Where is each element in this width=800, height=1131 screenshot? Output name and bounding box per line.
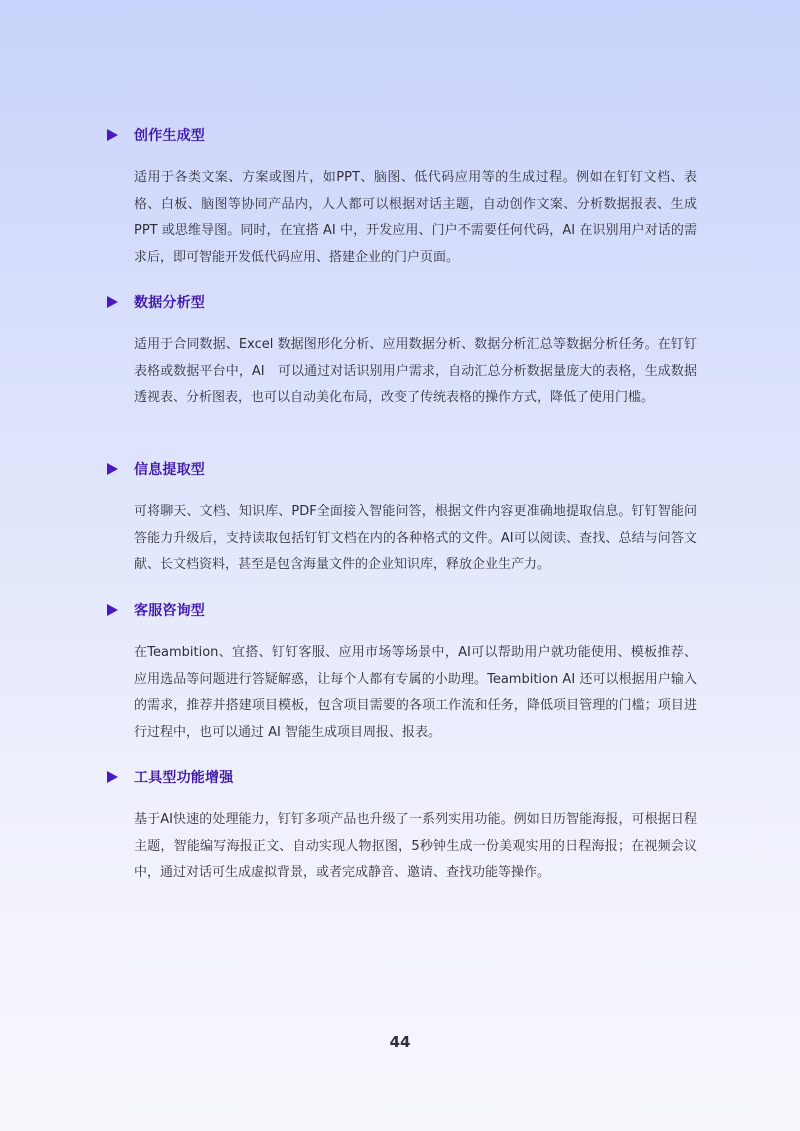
section-tool-enhancement (107, 766, 697, 887)
section-heading (107, 458, 697, 480)
triangle-bullet-icon (107, 771, 118, 783)
section-heading (107, 766, 697, 788)
section-heading-label: 信息提取型 (134, 462, 205, 478)
section-body: 基于AI快速的处理能力，钉钉多项产品也升级了一系列实用功能。例如日历智能海报，可根据日程主题，智能编写海报正文、自动实现人物抠图，5秒钟生成一份美观实用的日程海报；在视频会议中，通过对话可生成虚拟背景，或者完成静音、邀请、查找功能等操作。 (134, 812, 697, 880)
page-number: 44 (389, 1033, 411, 1051)
section-heading-label: 数据分析型 (134, 295, 205, 311)
section-body: 适用于各类文案、方案或图片，如PPT、脑图、低代码应用等的生成过程。例如在钉钉文档、表格、白板、脑图等协同产品内，人人都可以根据对话主题，自动创作文案、分析数据报表、生成 PPT 或思维导图。同时，在宜搭 AI 中，开发应用、门户不需要任何代码，AI 在识别用户对话的需求后，即可智能开发低代码应用、搭建企业的门户页面。 (134, 170, 697, 265)
triangle-bullet-icon (107, 463, 118, 475)
section-heading-label: 客服咨询型 (134, 603, 205, 619)
section-body: 适用于合同数据、Excel 数据图形化分析、应用数据分析、数据分析汇总等数据分析任务。在钉钉表格或数据平台中，AI 可以通过对话识别用户需求，自动汇总分析数据量庞大的表格，生成数据透视表、分析图表，也可以自动美化布局，改变了传统表格的操作方式，降低了使用门槛。 (134, 337, 697, 405)
section-customer-service (107, 599, 697, 746)
section-heading (107, 291, 697, 313)
section-heading (107, 599, 697, 621)
section-data-analysis (107, 291, 697, 412)
triangle-bullet-icon (107, 604, 118, 616)
section-heading-label: 创作生成型 (134, 128, 205, 144)
triangle-bullet-icon (107, 296, 118, 308)
section-body: 在Teambition、宜搭、钉钉客服、应用市场等场景中，AI可以帮助用户就功能使用、模板推荐、应用选品等问题进行答疑解惑，让每个人都有专属的小助理。Teambition AI 还可以根据用户输入的需求，推荐并搭建项目模板，包含项目需要的各项工作流和任务，降低项目管理的门槛；项目进行过程中，也可以通过 AI 智能生成项目周报、报表。 (134, 645, 697, 740)
section-heading (107, 124, 697, 146)
section-body: 可将聊天、文档、知识库、PDF全面接入智能问答，根据文件内容更准确地提取信息。钉钉智能问答能力升级后，支持读取包括钉钉文档在内的各种格式的文件。AI可以阅读、查找、总结与问答文献、长文档资料，甚至是包含海量文件的企业知识库，释放企业生产力。 (134, 504, 697, 572)
section-creative-generation (107, 124, 697, 271)
section-information-extraction (107, 458, 697, 579)
triangle-bullet-icon (107, 129, 118, 141)
section-heading-label: 工具型功能增强 (134, 770, 234, 786)
